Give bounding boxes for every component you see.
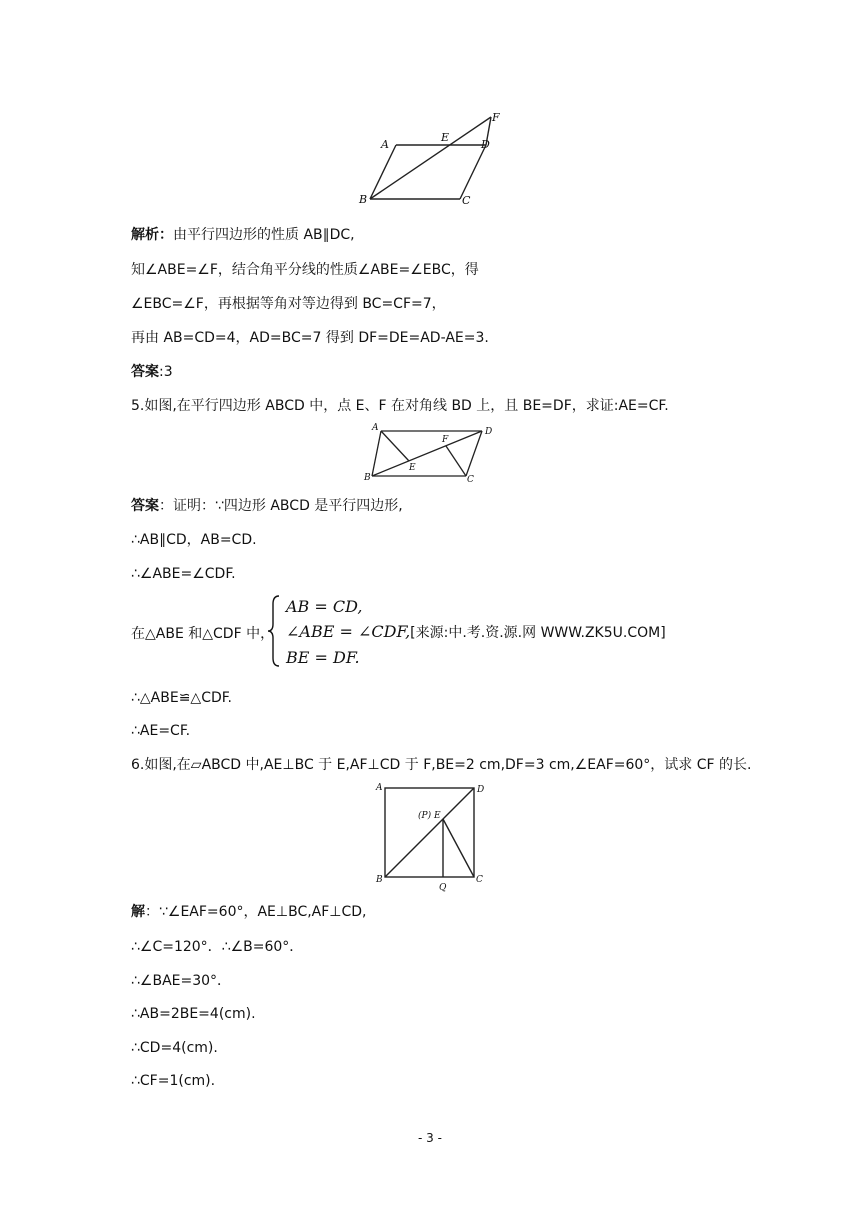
answer5-intro: ：证明：∵四边形 ABCD 是平行四边形, [159,498,403,514]
label-c: C [476,875,483,885]
page-number: - 3 - [418,1131,442,1145]
system-brace [267,594,281,672]
label-c: C [467,475,474,485]
system-eq2: ∠ABE = ∠CDF, [286,622,411,641]
analysis-text1: 由平行四边形的性质 AB∥DC, [173,227,355,243]
figure-parallelogram-diagonal [362,420,502,485]
label-b: B [364,473,371,483]
label-e: E [409,463,416,473]
label-f: F [442,435,449,445]
figure2-svg [362,420,502,485]
segment-ec [443,819,474,877]
segment-dc [460,145,486,199]
problem5-statement: 5.如图,在平行四边形 ABCD 中，点 E、F 在对角线 BD 上，且 BE=DF，求证:AE=CF. [131,398,669,414]
solution-s3: ∴AB=2BE=4(cm). [131,1006,256,1022]
label-c: C [462,194,471,207]
label-b: B [359,193,368,206]
figure1-svg [356,110,506,210]
answer4-value: :3 [159,364,173,380]
answer5-label: 答案 [131,498,159,514]
system-eq3: BE = DF. [286,648,360,667]
diagonal-bd [385,788,474,877]
brace-svg [267,594,281,668]
label-q: Q [439,883,447,893]
segment-fc [446,446,466,476]
system-eq2-note: [来源:中.考.资.源.网 WWW.ZK5U.COM] [410,625,666,641]
label-f: F [492,111,500,124]
label-pe: (P) E [418,811,441,821]
answer4-line [131,363,173,381]
solution-s5: ∴CF=1(cm). [131,1073,216,1089]
analysis-line2: 知∠ABE=∠F，结合角平分线的性质∠ABE=∠EBC，得 [131,262,479,278]
solution-line [131,903,367,921]
diagonal-bd [372,431,482,476]
segment-ae [381,431,409,461]
proof-step2: ∴∠ABE=∠CDF. [131,566,236,582]
figure-square-diagonal [372,780,494,895]
problem6-statement: 6.如图,在▱ABCD 中,AE⊥BC 于 E,AF⊥CD 于 F,BE=2 cm,DF=3 cm,∠EAF=60°，试求 CF 的长. [131,757,752,773]
solution-s1: ∴∠C=120°．∴∠B=60°． [131,939,304,955]
label-d: D [481,138,490,151]
proof-step3-prefix: 在△ABE 和△CDF 中， [131,626,275,642]
system-eq2-row [286,622,666,643]
label-b: B [376,875,383,885]
analysis-label: 解析 [131,227,159,243]
label-a: A [381,138,389,151]
solution-s2: ∴∠BAE=30°． [131,973,232,989]
proof-step4: ∴△ABE≌△CDF. [131,690,233,706]
segment-dc [466,431,482,476]
segment-bf [370,117,491,199]
label-a: A [376,783,383,793]
answer4-label: 答案 [131,364,159,380]
solution-intro: ：∵∠EAF=60°，AE⊥BC,AF⊥CD, [145,904,367,920]
label-a: A [372,423,379,433]
label-d: D [477,785,485,795]
analysis-line4: 再由 AB=CD=4，AD=BC=7 得到 DF=DE=AD-AE=3. [131,330,489,346]
solution-label: 解 [131,904,145,920]
solution-s4: ∴CD=4(cm). [131,1040,218,1056]
answer5-line [131,497,403,515]
segment-ba [372,431,381,476]
label-e: E [441,131,450,144]
proof-step1: ∴AB∥CD，AB=CD. [131,532,257,548]
system-eq1: AB = CD, [286,597,363,616]
proof-step5: ∴AE=CF. [131,723,191,739]
analysis-line3: ∠EBC=∠F，再根据等角对等边得到 BC=CF=7， [131,296,446,312]
figure3-svg [372,780,494,895]
analysis-colon: ： [159,227,173,243]
label-d: D [485,427,493,437]
figure-parallelogram-abcd-f [356,110,506,210]
analysis-line1 [131,226,355,244]
